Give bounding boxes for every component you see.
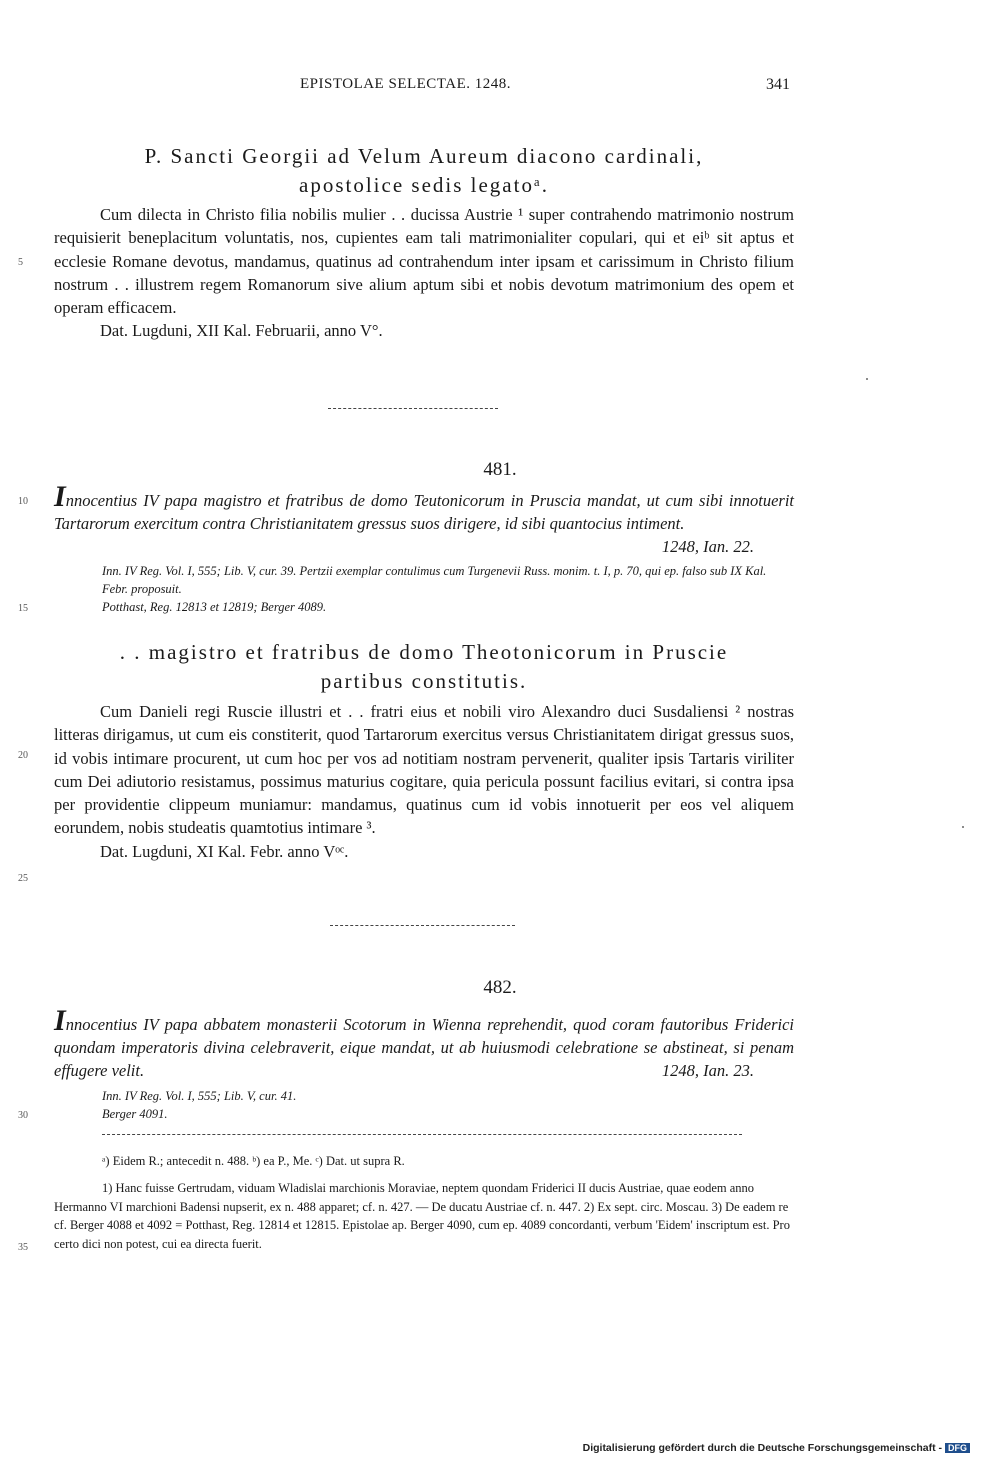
letter-body: Cum dilecta in Christo filia nobilis mulier . . ducissa Austrie ¹ super contrahendo matrimonio nostrum requisierit beneplacitum voluntatis, nos, cupientes eam tali matrimonialiter copulari, qui et eiᵇ sit aptus et ecclesie Romane devotus, mandamus, quatinus ad contrahendum inter ipsam et carissimum in Christo filium nostrum . . illustrem regem Romanorum sive alium aptum sibi et nobis devotum matrimonium des opem et operam efficacem.: [54, 205, 794, 318]
section-divider: [328, 408, 498, 409]
scan-speck: [866, 378, 868, 380]
letter-481-regest: [54, 480, 794, 558]
letter-481-references: [102, 562, 794, 616]
line-number: 35: [18, 1242, 28, 1253]
letter-480-address: [54, 142, 794, 200]
apparatus-rule: [102, 1134, 742, 1135]
digitization-credit: [583, 1442, 970, 1454]
line-number: 15: [18, 603, 28, 614]
running-head: EPISTOLAE SELECTAE. 1248.: [300, 76, 512, 92]
regest-date: 1248, Ian. 22.: [661, 537, 754, 556]
letter-number-481: 481.: [483, 459, 517, 480]
critical-apparatus: ᵃ) Eidem R.; antecedit n. 488. ᵇ) ea P., Me. ᶜ) Dat. ut supra R.: [102, 1154, 405, 1168]
address-line-1: P. Sancti Georgii ad Velum Aureum diacono cardinali,: [144, 144, 704, 168]
scan-speck: [962, 826, 964, 828]
letter-482-regest: [54, 1004, 794, 1082]
reference-line: Inn. IV Reg. Vol. I, 555; Lib. V, cur. 39. Pertzii exemplar contulimus cum Turgenevii Russ. monim. t. I, p. 70, qui ep. falso sub IX Kal. Febr. proposuit.: [102, 564, 767, 596]
line-number: 30: [18, 1110, 28, 1121]
regest-text: nnocentius IV papa magistro et fratribus de domo Teutonicorum in Pruscia mandat, ut cum sibi innotuerit Tartarorum exercitum contra Christianitatem gressus suos dirigere, id sibi quantocius intiment.: [54, 491, 794, 533]
regest-initial: I: [54, 480, 66, 513]
address-line-2: partibus constitutis.: [320, 669, 528, 693]
section-divider: [330, 925, 515, 926]
line-number: 25: [18, 873, 28, 884]
regest-initial: I: [54, 1004, 66, 1037]
page-header: [300, 76, 800, 98]
letter-482-references: [102, 1087, 794, 1123]
credit-text: Digitalisierung gefördert durch die Deutsche Forschungsgemeinschaft -: [582, 1442, 942, 1454]
letter-481-address: [54, 638, 794, 696]
line-number: 10: [18, 496, 28, 507]
dfg-logo: DFG: [945, 1443, 970, 1453]
dating-clause: Dat. Lugduni, XII Kal. Februarii, anno V°.: [100, 321, 383, 341]
reference-line: Berger 4091.: [102, 1107, 168, 1121]
letter-number-482: 482.: [483, 977, 517, 998]
reference-line: Potthast, Reg. 12813 et 12819; Berger 4089.: [102, 600, 327, 614]
regest-date: 1248, Ian. 23.: [661, 1061, 754, 1080]
footnotes: 1) Hanc fuisse Gertrudam, viduam Wladislai marchionis Moraviae, neptem quondam Friderici II ducis Austriae, quae eodem anno Hermanno VI marchioni Badensi nupserit, ex n. 488 apparet; cf. n. 427. — De ducatu Austriae cf. n. 447. 2) Ex sept. circ. Moscau. 3) De eadem re cf. Berger 4088 et 4092 = Potthast, Reg. 12814 et 12815. Epistolae ap. Berger 4090, cum ep. 4089 concordanti, verbum 'Eidem' inscriptum est. Pro certo dici non potest, cui ea directa fuerit.: [54, 1181, 790, 1251]
regest-text: nnocentius IV papa abbatem monasterii Scotorum in Wienna reprehendit, quod coram fautoribus Friderici quondam imperatoris divina celebraverit, eique mandat, ut ab huiusmodi celebratione se abstineat, si penam effugere velit.: [54, 1015, 794, 1080]
address-line-2: apostolice sedis legatoᵃ.: [299, 173, 549, 197]
line-number: 5: [18, 257, 23, 268]
page-number: 341: [766, 76, 790, 93]
letter-480-body: [54, 203, 794, 343]
letter-481-body: [54, 700, 794, 863]
letter-body: Cum Danieli regi Ruscie illustri et . . fratri eius et nobili viro Alexandro duci Susdaliensi ² nostras litteras dirigamus, ut cum eis constiterit, quod Tartarorum exercitus versus Christianitatem dirigat gressus suos, id vobis intimare procurent, ut cum hoc per vos ad notitiam nostram pervenerit, qualiter ipsis Tartaris viriliter cum Dei adiutorio resistamus, possimus maturius cogitare, quia pericula possunt facilius evitari, si contra ipsa per providentie clippeum muniamur: mandamus, quatinus cum id vobis innotuerit per eos vel aliquem eorundem, nobis studeatis quamtotius intimare ³.: [54, 702, 794, 838]
reference-line: Inn. IV Reg. Vol. I, 555; Lib. V, cur. 41.: [102, 1089, 297, 1103]
address-line-1: . . magistro et fratribus de domo Theotonicorum in Pruscie: [119, 640, 729, 664]
dating-clause: Dat. Lugduni, XI Kal. Febr. anno Vᵒᶜ.: [100, 841, 349, 861]
line-number: 20: [18, 750, 28, 761]
